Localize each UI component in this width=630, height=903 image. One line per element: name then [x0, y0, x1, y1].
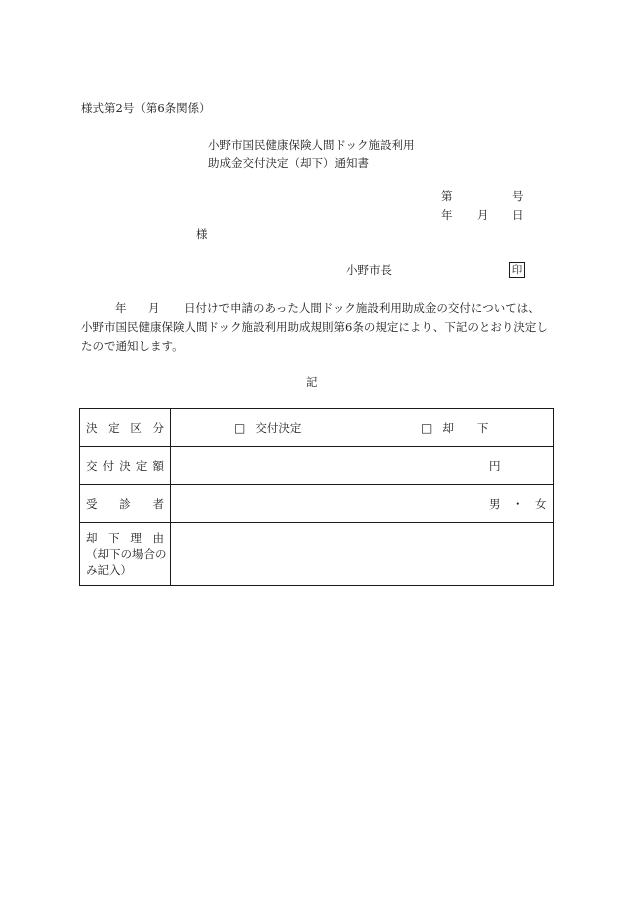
document-number-dai: 第 — [441, 189, 453, 203]
decision-table — [79, 408, 554, 586]
reason-label-cell — [80, 523, 171, 586]
amount-label: 交 付 決 定 額 — [86, 458, 164, 473]
examinee-row — [80, 485, 554, 523]
amount-unit: 円 — [489, 458, 501, 473]
decision-value-cell — [171, 409, 554, 447]
ki-heading: 記 — [306, 375, 318, 389]
date-year-label: 年 — [441, 208, 453, 222]
examinee-label: 受 診 者 — [86, 496, 164, 511]
amount-label-cell — [80, 447, 171, 485]
amount-value-cell[interactable] — [171, 447, 554, 485]
reject-option-label: 却 下 — [442, 420, 489, 435]
amount-row — [80, 447, 554, 485]
reject-option[interactable] — [421, 420, 488, 436]
body-line1: 日付けで申請のあった人間ドック施設利用助成金の交付については、 — [184, 301, 540, 315]
reason-row — [80, 523, 554, 586]
body-month-label: 月 — [148, 301, 160, 315]
grant-checkbox[interactable]: □ — [234, 420, 246, 435]
decision-label-cell — [80, 409, 171, 447]
reason-label-line3: み記入） — [86, 563, 132, 577]
body-year-label: 年 — [115, 301, 127, 315]
examinee-value-cell[interactable] — [171, 485, 554, 523]
sex-options: 男 ・ 女 — [489, 496, 547, 511]
grant-option-label: 交付決定 — [255, 420, 302, 435]
date-month-label: 月 — [477, 208, 489, 222]
addressee-suffix: 様 — [196, 227, 208, 241]
reason-label-line2: （却下の場合の — [86, 547, 167, 561]
date-day-label: 日 — [512, 208, 524, 222]
issuer-name: 小野市長 — [346, 263, 392, 277]
seal-mark: 印 — [509, 262, 525, 278]
document-title-line2: 助成金交付決定（却下）通知書 — [208, 156, 369, 170]
document-title-line1: 小野市国民健康保険人間ドック施設利用 — [208, 138, 415, 152]
reason-label-line1: 却 下 理 由 — [86, 531, 164, 545]
body-line2: 小野市国民健康保険人間ドック施設利用助成規則第6条の規定により、下記のとおり決定し — [81, 320, 548, 334]
document-number-go: 号 — [512, 189, 524, 203]
decision-label: 決 定 区 分 — [86, 420, 164, 435]
reason-value-cell[interactable] — [171, 523, 554, 586]
decision-row — [80, 409, 554, 447]
reject-checkbox[interactable]: □ — [421, 420, 433, 435]
examinee-label-cell — [80, 485, 171, 523]
body-line3: たので通知します。 — [81, 339, 184, 353]
grant-option[interactable] — [234, 420, 301, 436]
form-number: 様式第2号（第6条関係） — [81, 101, 211, 115]
